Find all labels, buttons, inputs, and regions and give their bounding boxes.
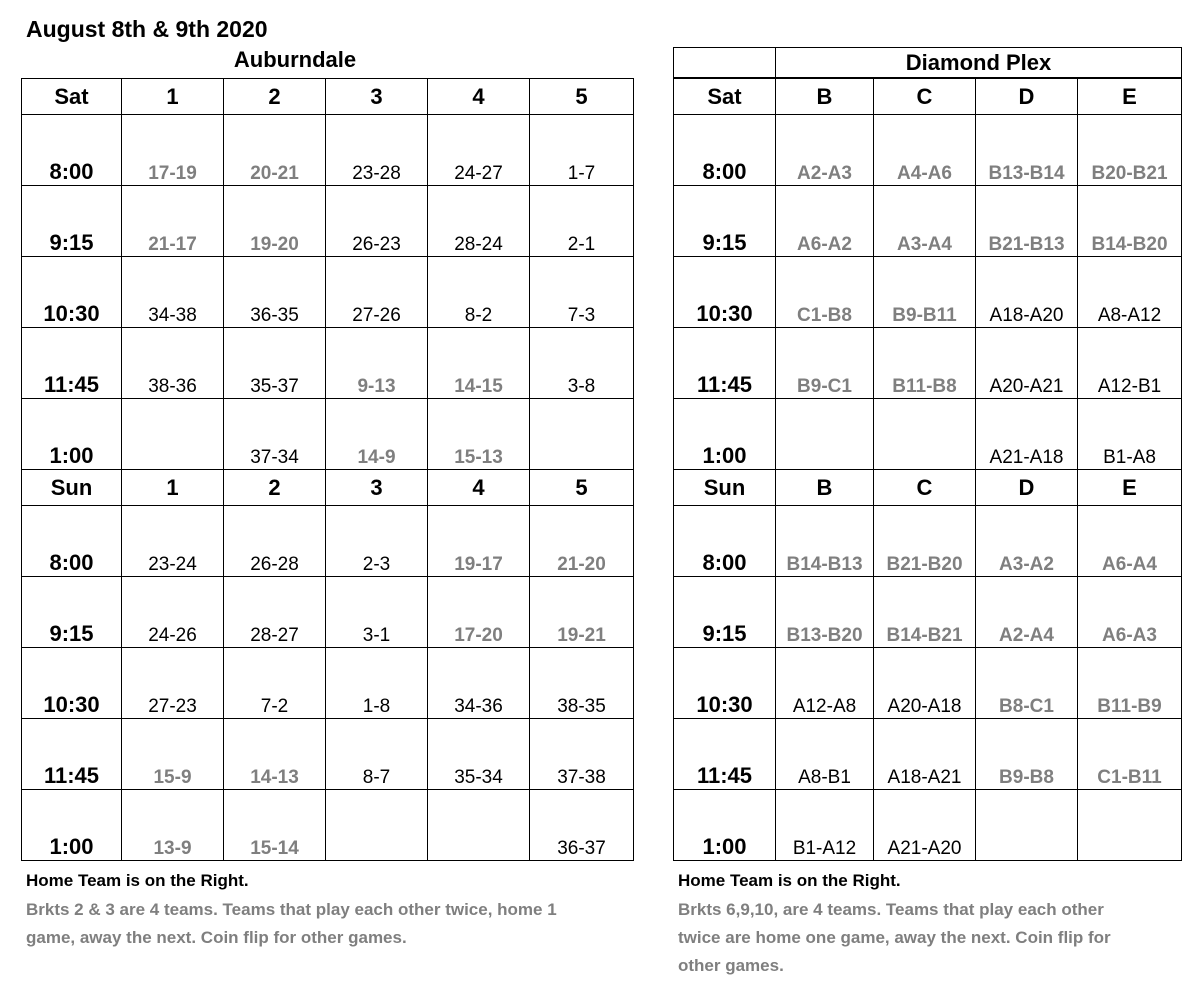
game-cell: 37-38: [530, 719, 634, 790]
game-cell: 15-14: [224, 790, 326, 861]
game-cell: 35-37: [224, 328, 326, 399]
field-header: B: [776, 79, 874, 115]
game-cell: B8-C1: [976, 648, 1078, 719]
game-cell: 19-21: [530, 577, 634, 648]
sun-day-label: Sun: [674, 470, 776, 506]
field-header: 5: [530, 79, 634, 115]
game-cell: B9-B11: [874, 257, 976, 328]
game-cell: 28-24: [428, 186, 530, 257]
game-cell: 8-2: [428, 257, 530, 328]
time-slot-label: 9:15: [674, 186, 776, 257]
game-cell: A12-A8: [776, 648, 874, 719]
game-cell: 37-34: [224, 399, 326, 470]
time-slot-label: 1:00: [22, 399, 122, 470]
time-slot-row: [674, 399, 1182, 470]
time-slot-row: [22, 719, 634, 790]
time-slot-label: 8:00: [22, 506, 122, 577]
field-header: 3: [326, 79, 428, 115]
time-slot-label: 8:00: [22, 115, 122, 186]
bracket-note-left-line1: Brkts 2 & 3 are 4 teams. Teams that play each other twice, home 1: [26, 900, 557, 919]
game-cell: B1-A12: [776, 790, 874, 861]
field-header: D: [976, 470, 1078, 506]
time-slot-row: [22, 648, 634, 719]
game-cell: 36-37: [530, 790, 634, 861]
game-cell: B13-B14: [976, 115, 1078, 186]
game-cell: 34-38: [122, 257, 224, 328]
time-slot-row: [674, 257, 1182, 328]
time-slot-label: 9:15: [674, 577, 776, 648]
game-cell: B14-B13: [776, 506, 874, 577]
time-slot-label: 8:00: [674, 506, 776, 577]
game-cell: 15-9: [122, 719, 224, 790]
game-cell: 21-20: [530, 506, 634, 577]
game-cell: A8-B1: [776, 719, 874, 790]
time-slot-row: [22, 186, 634, 257]
game-cell: A18-A20: [976, 257, 1078, 328]
field-header: C: [874, 79, 976, 115]
game-cell: B13-B20: [776, 577, 874, 648]
game-cell: [428, 790, 530, 861]
home-team-note-right: Home Team is on the Right.: [678, 871, 901, 890]
game-cell: B21-B13: [976, 186, 1078, 257]
game-cell: 24-27: [428, 115, 530, 186]
venue-title-auburndale: Auburndale: [233, 47, 357, 72]
time-slot-row: [674, 790, 1182, 861]
time-slot-row: [674, 115, 1182, 186]
game-cell: A20-A21: [976, 328, 1078, 399]
time-slot-label: 11:45: [674, 719, 776, 790]
diamond-plex-venue-header: [673, 47, 1182, 78]
game-cell: 13-9: [122, 790, 224, 861]
sun-header-row: [22, 470, 634, 506]
game-cell: A2-A4: [976, 577, 1078, 648]
game-cell: 7-3: [530, 257, 634, 328]
sat-header-row: [674, 79, 1182, 115]
game-cell: A12-B1: [1078, 328, 1182, 399]
bracket-note-right-line3: other games.: [678, 956, 784, 975]
time-slot-label: 10:30: [674, 257, 776, 328]
game-cell: 36-35: [224, 257, 326, 328]
game-cell: B20-B21: [1078, 115, 1182, 186]
game-cell: A4-A6: [874, 115, 976, 186]
game-cell: 17-20: [428, 577, 530, 648]
field-header: D: [976, 79, 1078, 115]
game-cell: 1-8: [326, 648, 428, 719]
game-cell: 17-19: [122, 115, 224, 186]
game-cell: 38-35: [530, 648, 634, 719]
time-slot-row: [674, 506, 1182, 577]
bracket-note-right-line2: twice are home one game, away the next. Coin flip for: [678, 928, 1111, 947]
game-cell: 19-17: [428, 506, 530, 577]
game-cell: A6-A2: [776, 186, 874, 257]
game-cell: A20-A18: [874, 648, 976, 719]
time-slot-label: 10:30: [22, 257, 122, 328]
time-slot-label: 1:00: [22, 790, 122, 861]
game-cell: [776, 399, 874, 470]
time-slot-label: 11:45: [22, 328, 122, 399]
field-header: 2: [224, 79, 326, 115]
game-cell: 28-27: [224, 577, 326, 648]
game-cell: 15-13: [428, 399, 530, 470]
game-cell: [530, 399, 634, 470]
field-header: B: [776, 470, 874, 506]
game-cell: 35-34: [428, 719, 530, 790]
game-cell: 26-28: [224, 506, 326, 577]
field-header: E: [1078, 79, 1182, 115]
field-header: C: [874, 470, 976, 506]
field-header: 4: [428, 79, 530, 115]
game-cell: 7-2: [224, 648, 326, 719]
game-cell: [326, 790, 428, 861]
game-cell: 2-1: [530, 186, 634, 257]
time-slot-label: 1:00: [674, 790, 776, 861]
sat-header-row: [22, 79, 634, 115]
game-cell: C1-B11: [1078, 719, 1182, 790]
game-cell: 3-8: [530, 328, 634, 399]
game-cell: A21-A20: [874, 790, 976, 861]
time-slot-row: [674, 719, 1182, 790]
time-slot-row: [674, 648, 1182, 719]
time-slot-label: 1:00: [674, 399, 776, 470]
diamond-plex-schedule-table: [673, 78, 1182, 861]
game-cell: [976, 790, 1078, 861]
game-cell: 2-3: [326, 506, 428, 577]
game-cell: B1-A8: [1078, 399, 1182, 470]
time-slot-label: 11:45: [22, 719, 122, 790]
time-slot-row: [22, 506, 634, 577]
game-cell: 14-15: [428, 328, 530, 399]
field-header: 1: [122, 79, 224, 115]
game-cell: 38-36: [122, 328, 224, 399]
game-cell: 8-7: [326, 719, 428, 790]
game-cell: 9-13: [326, 328, 428, 399]
game-cell: [874, 399, 976, 470]
field-header: E: [1078, 470, 1182, 506]
venue-spacer-cell: [674, 48, 776, 78]
auburndale-schedule-table: [21, 78, 634, 861]
time-slot-row: [22, 790, 634, 861]
game-cell: A8-A12: [1078, 257, 1182, 328]
time-slot-label: 9:15: [22, 186, 122, 257]
time-slot-row: [22, 328, 634, 399]
game-cell: [1078, 790, 1182, 861]
game-cell: 23-28: [326, 115, 428, 186]
field-header: 1: [122, 470, 224, 506]
sat-day-label: Sat: [674, 79, 776, 115]
home-team-note-left: Home Team is on the Right.: [26, 871, 249, 890]
time-slot-label: 11:45: [674, 328, 776, 399]
game-cell: 3-1: [326, 577, 428, 648]
time-slot-label: 8:00: [674, 115, 776, 186]
game-cell: 14-9: [326, 399, 428, 470]
sat-day-label: Sat: [22, 79, 122, 115]
game-cell: B11-B8: [874, 328, 976, 399]
game-cell: B9-B8: [976, 719, 1078, 790]
field-header: 2: [224, 470, 326, 506]
game-cell: B11-B9: [1078, 648, 1182, 719]
game-cell: 1-7: [530, 115, 634, 186]
game-cell: 20-21: [224, 115, 326, 186]
bracket-note-right-line1: Brkts 6,9,10, are 4 teams. Teams that play each other: [678, 900, 1104, 919]
time-slot-row: [22, 399, 634, 470]
time-slot-label: 10:30: [674, 648, 776, 719]
game-cell: A3-A2: [976, 506, 1078, 577]
time-slot-label: 10:30: [22, 648, 122, 719]
game-cell: 27-23: [122, 648, 224, 719]
sun-header-row: [674, 470, 1182, 506]
sun-day-label: Sun: [22, 470, 122, 506]
bracket-note-left-line2: game, away the next. Coin flip for other games.: [26, 928, 407, 947]
time-slot-row: [674, 577, 1182, 648]
time-slot-row: [22, 257, 634, 328]
game-cell: 34-36: [428, 648, 530, 719]
game-cell: 23-24: [122, 506, 224, 577]
game-cell: C1-B8: [776, 257, 874, 328]
field-header: 3: [326, 470, 428, 506]
game-cell: A2-A3: [776, 115, 874, 186]
time-slot-row: [22, 115, 634, 186]
game-cell: B9-C1: [776, 328, 874, 399]
game-cell: A21-A18: [976, 399, 1078, 470]
game-cell: 21-17: [122, 186, 224, 257]
game-cell: A18-A21: [874, 719, 976, 790]
time-slot-row: [674, 328, 1182, 399]
game-cell: [122, 399, 224, 470]
game-cell: 27-26: [326, 257, 428, 328]
game-cell: 24-26: [122, 577, 224, 648]
game-cell: B14-B20: [1078, 186, 1182, 257]
game-cell: A6-A4: [1078, 506, 1182, 577]
game-cell: 14-13: [224, 719, 326, 790]
game-cell: B21-B20: [874, 506, 976, 577]
time-slot-label: 9:15: [22, 577, 122, 648]
game-cell: 19-20: [224, 186, 326, 257]
time-slot-row: [22, 577, 634, 648]
field-header: 5: [530, 470, 634, 506]
game-cell: A6-A3: [1078, 577, 1182, 648]
time-slot-row: [674, 186, 1182, 257]
page-title: August 8th & 9th 2020: [26, 16, 268, 42]
game-cell: 26-23: [326, 186, 428, 257]
venue-title-diamond-plex: Diamond Plex: [776, 48, 1182, 78]
field-header: 4: [428, 470, 530, 506]
game-cell: A3-A4: [874, 186, 976, 257]
game-cell: B14-B21: [874, 577, 976, 648]
